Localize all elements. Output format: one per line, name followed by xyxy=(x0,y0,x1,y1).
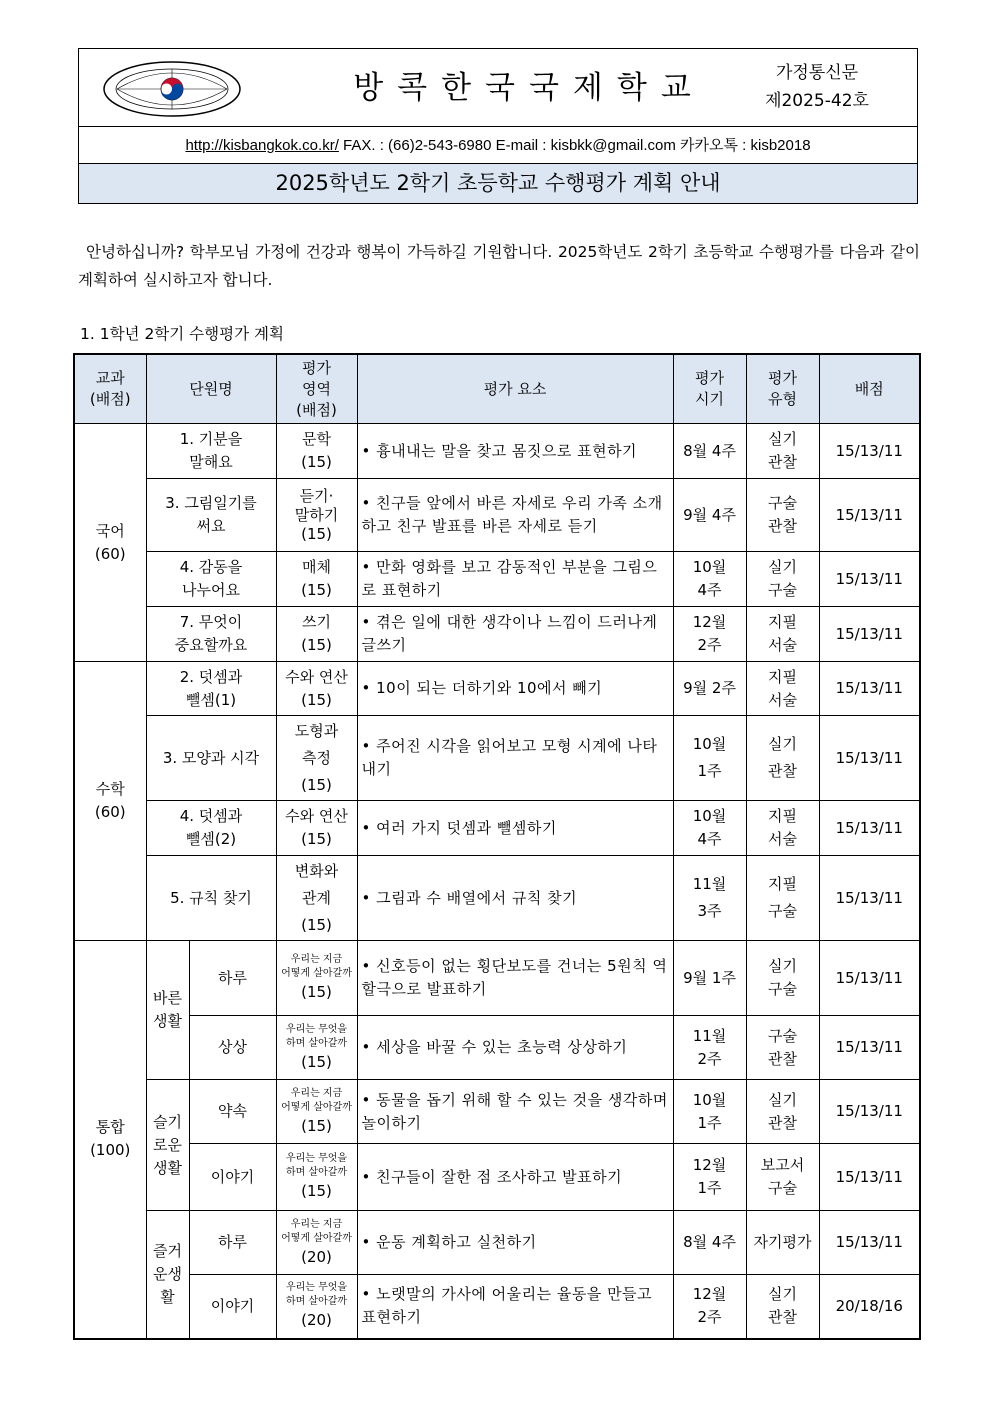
element-cell: • 친구들 앞에서 바른 자세로 우리 가족 소개하고 친구 발표를 바른 자세로 듣기 xyxy=(357,479,673,552)
contact-line xyxy=(79,127,917,164)
header-type: 평가 유형 xyxy=(746,354,819,424)
unit-cell: 3. 모양과 시각 xyxy=(146,716,276,801)
unit-cell: 하루 xyxy=(189,941,276,1016)
header-element: 평가 요소 xyxy=(357,354,673,424)
table-row xyxy=(74,1211,920,1275)
unit-cell: 이야기 xyxy=(189,1144,276,1211)
element-cell: • 친구들이 잘한 점 조사하고 발표하기 xyxy=(357,1144,673,1211)
area-cell: 매체 (15) xyxy=(276,552,357,607)
area-cell: 문학 (15) xyxy=(276,424,357,479)
section-title: 1. 1학년 2학기 수행평가 계획 xyxy=(80,325,284,343)
header-unit: 단원명 xyxy=(146,354,276,424)
score-cell: 15/13/11 xyxy=(819,1211,920,1275)
element-cell: • 주어진 시각을 읽어보고 모형 시계에 나타내기 xyxy=(357,716,673,801)
unit-cell: 3. 그림일기를 써요 xyxy=(146,479,276,552)
element-cell: • 그림과 수 배열에서 규칙 찾기 xyxy=(357,856,673,941)
score-cell: 15/13/11 xyxy=(819,1080,920,1144)
school-name: 방콕한국국제학교 xyxy=(353,70,705,106)
header-score: 배점 xyxy=(819,354,920,424)
time-cell: 10월 4주 xyxy=(673,552,746,607)
type-cell: 자기평가 xyxy=(746,1211,819,1275)
element-cell: • 10이 되는 더하기와 10에서 빼기 xyxy=(357,662,673,716)
type-cell: 실기 관찰 xyxy=(746,1080,819,1144)
unit-cell: 상상 xyxy=(189,1016,276,1080)
contact-details: FAX. : (66)2-543-6980 E-mail : kisbkk@gmail.com 카카오톡 : kisb2018 xyxy=(338,137,811,154)
score-cell: 15/13/11 xyxy=(819,941,920,1016)
time-cell: 10월 1주 xyxy=(673,716,746,801)
area-cell: 듣기· 말하기 (15) xyxy=(276,479,357,552)
table-row xyxy=(74,424,920,479)
subsubject-jeulgeo: 즐거 운생 활 xyxy=(146,1211,189,1339)
element-cell: • 신호등이 없는 횡단보도를 건너는 5원칙 역할극으로 발표하기 xyxy=(357,941,673,1016)
unit-cell: 2. 덧셈과 뺄셈(1) xyxy=(146,662,276,716)
type-cell: 보고서 구술 xyxy=(746,1144,819,1211)
area-cell: 쓰기 (15) xyxy=(276,607,357,662)
time-cell: 12월 1주 xyxy=(673,1144,746,1211)
time-cell: 11월 3주 xyxy=(673,856,746,941)
document-title: 2025학년도 2학기 초등학교 수행평가 계획 안내 xyxy=(79,164,917,203)
type-cell: 지필 서술 xyxy=(746,801,819,856)
element-cell: • 운동 계획하고 실천하기 xyxy=(357,1211,673,1275)
header-subject: 교과 (배점) xyxy=(74,354,146,424)
score-cell: 15/13/11 xyxy=(819,856,920,941)
area-cell: 도형과 측정 (15) xyxy=(276,716,357,801)
area-cell: 우리는 무엇을 하며 살아갈까 (20) xyxy=(276,1275,357,1339)
type-cell: 실기 구술 xyxy=(746,941,819,1016)
score-cell: 15/13/11 xyxy=(819,607,920,662)
table-row xyxy=(74,1275,920,1339)
area-cell: 우리는 무엇을 하며 살아갈까 (15) xyxy=(276,1016,357,1080)
unit-cell: 5. 규칙 찾기 xyxy=(146,856,276,941)
score-cell: 20/18/16 xyxy=(819,1275,920,1339)
area-cell: 우리는 지금 어떻게 살아갈까 (15) xyxy=(276,1080,357,1144)
table-row xyxy=(74,607,920,662)
time-cell: 9월 4주 xyxy=(673,479,746,552)
notice-number: 제2025-42호 xyxy=(765,91,869,111)
score-cell: 15/13/11 xyxy=(819,662,920,716)
header-top xyxy=(79,49,917,127)
type-cell: 지필 구술 xyxy=(746,856,819,941)
area-cell: 우리는 지금 어떻게 살아갈까 (20) xyxy=(276,1211,357,1275)
time-cell: 12월 2주 xyxy=(673,607,746,662)
score-cell: 15/13/11 xyxy=(819,801,920,856)
header-time: 평가 시기 xyxy=(673,354,746,424)
type-cell: 구술 관찰 xyxy=(746,479,819,552)
unit-cell: 7. 무엇이 중요할까요 xyxy=(146,607,276,662)
type-cell: 실기 구술 xyxy=(746,552,819,607)
notice-info xyxy=(737,59,897,115)
subject-math: 수학 (60) xyxy=(74,662,146,941)
table-row xyxy=(74,1016,920,1080)
area-cell: 변화와 관계 (15) xyxy=(276,856,357,941)
table-row xyxy=(74,801,920,856)
element-cell: • 겪은 일에 대한 생각이나 느낌이 드러나게 글쓰기 xyxy=(357,607,673,662)
document-header xyxy=(78,48,918,204)
intro-paragraph: 안녕하십니까? 학부모님 가정에 건강과 행복이 가득하길 기원합니다. 2025학년도 2학기 초등학교 수행평가를 다음과 같이 계획하여 실시하고자 합니다. xyxy=(78,243,920,289)
score-cell: 15/13/11 xyxy=(819,1016,920,1080)
unit-cell: 약속 xyxy=(189,1080,276,1144)
time-cell: 9월 2주 xyxy=(673,662,746,716)
element-cell: • 세상을 바꿀 수 있는 초능력 상상하기 xyxy=(357,1016,673,1080)
time-cell: 8월 4주 xyxy=(673,1211,746,1275)
assessment-plan-table xyxy=(73,353,921,1340)
score-cell: 15/13/11 xyxy=(819,424,920,479)
subsubject-seulgi: 슬기 로운 생활 xyxy=(146,1080,189,1211)
notice-type: 가정통신문 xyxy=(775,63,859,83)
unit-cell: 이야기 xyxy=(189,1275,276,1339)
element-cell: • 만화 영화를 보고 감동적인 부분을 그림으로 표현하기 xyxy=(357,552,673,607)
element-cell: • 여러 가지 덧셈과 뺄셈하기 xyxy=(357,801,673,856)
table-row xyxy=(74,479,920,552)
type-cell: 지필 서술 xyxy=(746,607,819,662)
table-row xyxy=(74,1080,920,1144)
table-row xyxy=(74,941,920,1016)
unit-cell: 4. 감동을 나누어요 xyxy=(146,552,276,607)
element-cell: • 흉내내는 말을 찾고 몸짓으로 표현하기 xyxy=(357,424,673,479)
website-link[interactable]: http://kisbangkok.co.kr/ xyxy=(185,137,339,154)
table-row xyxy=(74,662,920,716)
type-cell: 구술 관찰 xyxy=(746,1016,819,1080)
unit-cell: 4. 덧셈과 뺄셈(2) xyxy=(146,801,276,856)
school-logo xyxy=(97,59,247,119)
table-row xyxy=(74,856,920,941)
score-cell: 15/13/11 xyxy=(819,716,920,801)
unit-cell: 1. 기분을 말해요 xyxy=(146,424,276,479)
time-cell: 8월 4주 xyxy=(673,424,746,479)
type-cell: 지필 서술 xyxy=(746,662,819,716)
area-cell: 수와 연산 (15) xyxy=(276,662,357,716)
area-cell: 우리는 지금 어떻게 살아갈까 (15) xyxy=(276,941,357,1016)
time-cell: 10월 1주 xyxy=(673,1080,746,1144)
unit-cell: 하루 xyxy=(189,1211,276,1275)
subsubject-bareun: 바른 생활 xyxy=(146,941,189,1080)
header-area: 평가 영역 (배점) xyxy=(276,354,357,424)
table-row xyxy=(74,552,920,607)
score-cell: 15/13/11 xyxy=(819,479,920,552)
time-cell: 10월 4주 xyxy=(673,801,746,856)
time-cell: 9월 1주 xyxy=(673,941,746,1016)
time-cell: 12월 2주 xyxy=(673,1275,746,1339)
score-cell: 15/13/11 xyxy=(819,1144,920,1211)
subject-integrated: 통합 (100) xyxy=(74,941,146,1339)
subject-korean: 국어 (60) xyxy=(74,424,146,662)
table-row xyxy=(74,716,920,801)
type-cell: 실기 관찰 xyxy=(746,1275,819,1339)
element-cell: • 동물을 돕기 위해 할 수 있는 것을 생각하며 놀이하기 xyxy=(357,1080,673,1144)
table-header-row xyxy=(74,354,920,424)
element-cell: • 노랫말의 가사에 어울리는 율동을 만들고 표현하기 xyxy=(357,1275,673,1339)
area-cell: 우리는 무엇을 하며 살아갈까 (15) xyxy=(276,1144,357,1211)
area-cell: 수와 연산 (15) xyxy=(276,801,357,856)
type-cell: 실기 관찰 xyxy=(746,424,819,479)
table-row xyxy=(74,1144,920,1211)
score-cell: 15/13/11 xyxy=(819,552,920,607)
time-cell: 11월 2주 xyxy=(673,1016,746,1080)
type-cell: 실기 관찰 xyxy=(746,716,819,801)
